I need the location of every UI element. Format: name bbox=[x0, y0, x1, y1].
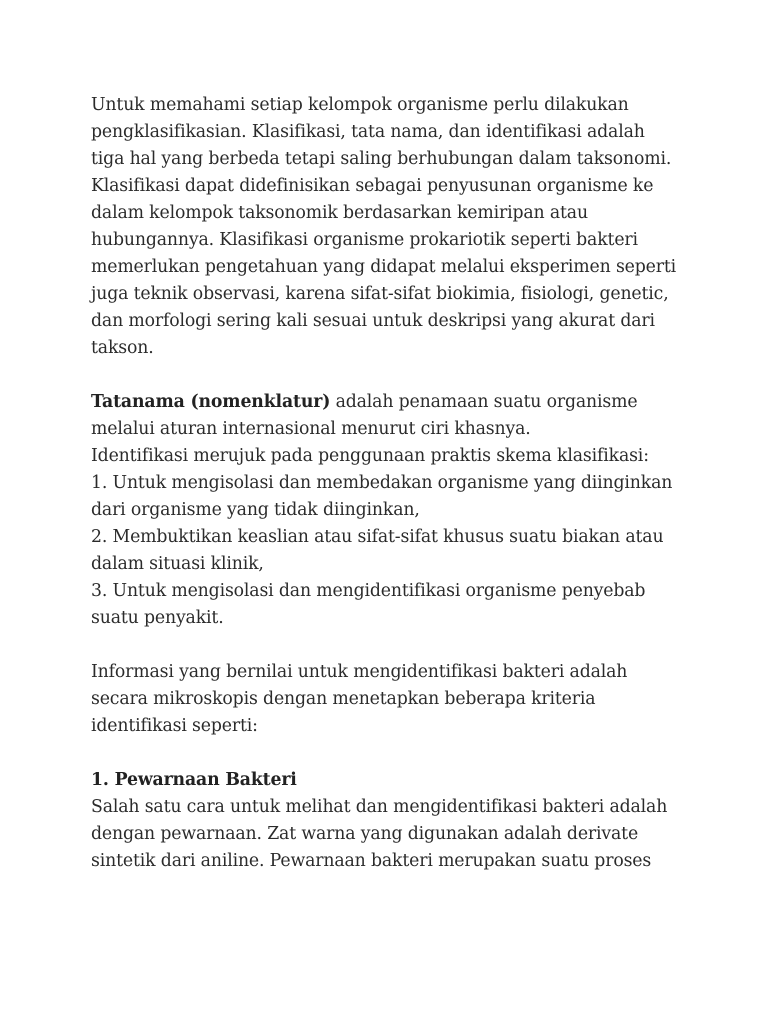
identifikasi-list-item-2: 2. Membuktikan keaslian atau sifat-sifat khusus suatu biakan atau dalam situasi klinik, bbox=[91, 527, 664, 574]
identifikasi-list-item-3: 3. Untuk mengisolasi dan mengidentifikasi organisme penyebab suatu penyakit. bbox=[91, 581, 646, 628]
identifikasi-intro: Identifikasi merujuk pada penggunaan praktis skema klasifikasi: bbox=[91, 446, 649, 466]
intro-paragraph: Untuk memahami setiap kelompok organisme perlu dilakukan pengklasifikasian. Klasifikasi, tata nama, dan identifikasi adalah tiga hal yang berbeda tetapi saling berhubungan dalam taksonomi. Klasifikasi dapat didefinisikan sebagai penyusunan organisme ke dalam kelompok taksonomik berdasarkan kemiripan atau hubungannya. Klasifikasi organisme prokariotik seperti bakteri memerlukan pengetahuan yang didapat melalui eksperimen seperti juga teknik observasi, karena sifat-sifat biokimia, fisiologi, genetic, dan morfologi sering kali sesuai untuk deskripsi yang akurat dari takson. bbox=[91, 95, 677, 358]
section-text-pewarnaan: Salah satu cara untuk melihat dan mengidentifikasi bakteri adalah dengan pewarnaan. Zat warna yang digunakan adalah derivate sintetik dari aniline. Pewarnaan bakteri merupakan suatu proses bbox=[91, 797, 668, 871]
tatanama-term: Tatanama (nomenklatur) bbox=[91, 392, 331, 412]
section-heading-pewarnaan: 1. Pewarnaan Bakteri bbox=[91, 770, 297, 790]
tatanama-paragraph bbox=[91, 389, 681, 443]
paragraph-gap bbox=[91, 632, 681, 659]
document-page bbox=[91, 92, 681, 875]
identifikasi-list-item-1: 1. Untuk mengisolasi dan membedakan organisme yang diinginkan dari organisme yang tidak diinginkan, bbox=[91, 473, 673, 520]
paragraph-gap bbox=[91, 362, 681, 389]
tatanama-definition: adalah penamaan suatu organisme melalui aturan internasional menurut ciri khasnya. bbox=[91, 392, 638, 439]
paragraph-gap bbox=[91, 740, 681, 767]
criteria-paragraph: Informasi yang bernilai untuk mengidentifikasi bakteri adalah secara mikroskopis dengan menetapkan beberapa kriteria identifikasi seperti: bbox=[91, 662, 628, 736]
